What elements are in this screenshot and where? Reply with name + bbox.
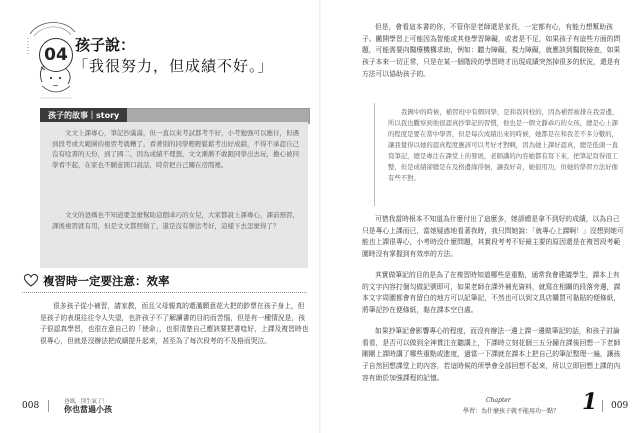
chapter-number: 1 xyxy=(582,389,598,415)
heart-icon xyxy=(22,272,40,288)
story-paragraph-2: 文文的爸媽也不知道要怎麼幫助這個乖巧的女兒，大家都說上課專心，課前預習，課後複習就有用，但是文文都照做了，還是沒有辦法考好，這樣下去怎麼得了？ xyxy=(52,211,299,230)
quote-box xyxy=(374,103,626,206)
page-number-right: 009 xyxy=(611,401,629,411)
chapter-label: Chapter xyxy=(486,397,511,404)
right-body-top xyxy=(362,22,624,80)
quote-rule xyxy=(374,103,375,206)
left-body-text xyxy=(40,301,310,348)
right-paragraph-3: 其實做筆記的目的是為了在複習時知道哪些是重點，通常我會建議學生，課本上有的文字內容打個勾做記號即可，如果老師在課外補充資料，就寫在相關的段落旁邊，課本文字周圍都會有留白的地方可以記筆記，不然也可以到文具店購買可黏貼的便條紙，將筆記抄在便條紙，黏在課本空白處。 xyxy=(362,271,621,315)
right-footer xyxy=(320,391,640,421)
section-number-badge: 04 xyxy=(39,38,73,72)
right-body-bottom xyxy=(362,326,624,384)
book-title-line1: 爸媽，別生氣了！ xyxy=(64,399,109,405)
section-divider xyxy=(22,292,307,293)
footer-divider xyxy=(48,400,49,412)
body-paragraph: 很多孩子從小補習，請家教，而且父母親真的還滿願意花大把的鈔票在孩子身上，但是孩子的表現往往令人失望，也許孩子不了解讀書的目的而苦惱，但是有一種情況是，孩子很認真學習，也很在意自己的「使命」，也很清楚自己應該要把書唸好，上課及複習時也很專心，但就是沒辦法把成績提升起來，甚至為了每次段考的不及格而哭泣。 xyxy=(40,302,309,346)
book-title-line2: 你也當過小孩 xyxy=(64,405,112,414)
page-number-left: 008 xyxy=(22,401,40,411)
footer-divider-right xyxy=(602,400,603,412)
section-title: 複習時一定要注意：效率 xyxy=(43,274,170,288)
heading-quote: 「我很努力，但成績不好。」 xyxy=(73,57,274,75)
right-body-lower xyxy=(362,270,624,317)
running-title: 學習：為什麼孩子就不能用功一點？ xyxy=(463,408,560,415)
right-body-middle xyxy=(362,214,624,261)
story-paragraph-1: 文文上課專心，筆記抄滿滿，但一直以來考試都考不好，小考勉強可以應付，但遇到段考或大範圍的複習考就糟了。看著別的同學輕輕鬆鬆考出好成績，不得不承認自己沒有唸書的天份，到了國二，因為成績不理想，文文漸漸不敢跟同學出去玩，擔心被同學看不起，在家也不願意開口說話，時常把自己關在房間裡。 xyxy=(52,129,299,169)
left-footer xyxy=(0,391,320,421)
story-tab: 孩子的故事｜story xyxy=(40,108,127,122)
right-paragraph-4: 如果抄筆記會影響專心的程度，而沒有辦法一邊上課一邊做筆記的話，和孩子討論看看，是否可以做到全神貫注在聽講上，下課時立刻花個三五分鐘在課後回想一下老師剛剛上課時講了哪些重點或進度，過當一下課就在課本上把自己的筆記整理一遍，讓孩子自然回想課堂上的內容，若這時候的所學會全部回想不起來，所以立即回想上課的內容有助於加強課程的記憶。 xyxy=(362,327,621,382)
right-page xyxy=(320,0,640,433)
heading-label: 孩子說： xyxy=(75,36,136,54)
right-paragraph-2: 可惜我當時根本不知道為什麼付出了這麼多，她卻總是拿不到好的成績，以為自己只是專心上課而已，當她疑惑地看著我時，我只問她說：「就專心上課啊！」沒想到她可能也上課很專心，小考時沒什麼問題，其實段考考不好最主要的原因還是在複習段考範圍時沒有掌握到有效率的方法。 xyxy=(362,215,624,259)
right-paragraph-1: 但是，會看這本書的你，不管你是老師還是家長，一定都有心，有能力想幫助孩子。撇開學習上可能因為智能或其他學習障礙，或者是不足，如果孩子有這些方面的問題，可能需要向醫療機構求助，例如：聽力障礙，視力障礙，就應該到醫院檢查，如果孩子本來一切正常，只是在某一個階段的學習時才出現成績突然掉很多的狀況，還是有方法可以協助孩子的。 xyxy=(362,23,621,78)
quote-paragraph: 我國中的時候，補習班中有個同學，是和我同校的，因為補習被排在我旁邊，所以我也觀察到他很認真抄筆記的習慣，他也是一個文靜乖巧的女孩，總是心上課的程度是要在當中學習，但是每次成績出來的時候，她都是在和我差不多分數的，讓我覺得以她的認真程度應該可以考好才對啊，因為她上課好認真，總是低頭一直寫筆記，總是專注在課堂上的發展，老師講的內容她都有寫下來，把筆記寫得很工整，但是成績卻總是在及格邊緣徘徊，讓我好奇，她很用功，但她的學習方法好像有些不對。 xyxy=(388,108,619,183)
